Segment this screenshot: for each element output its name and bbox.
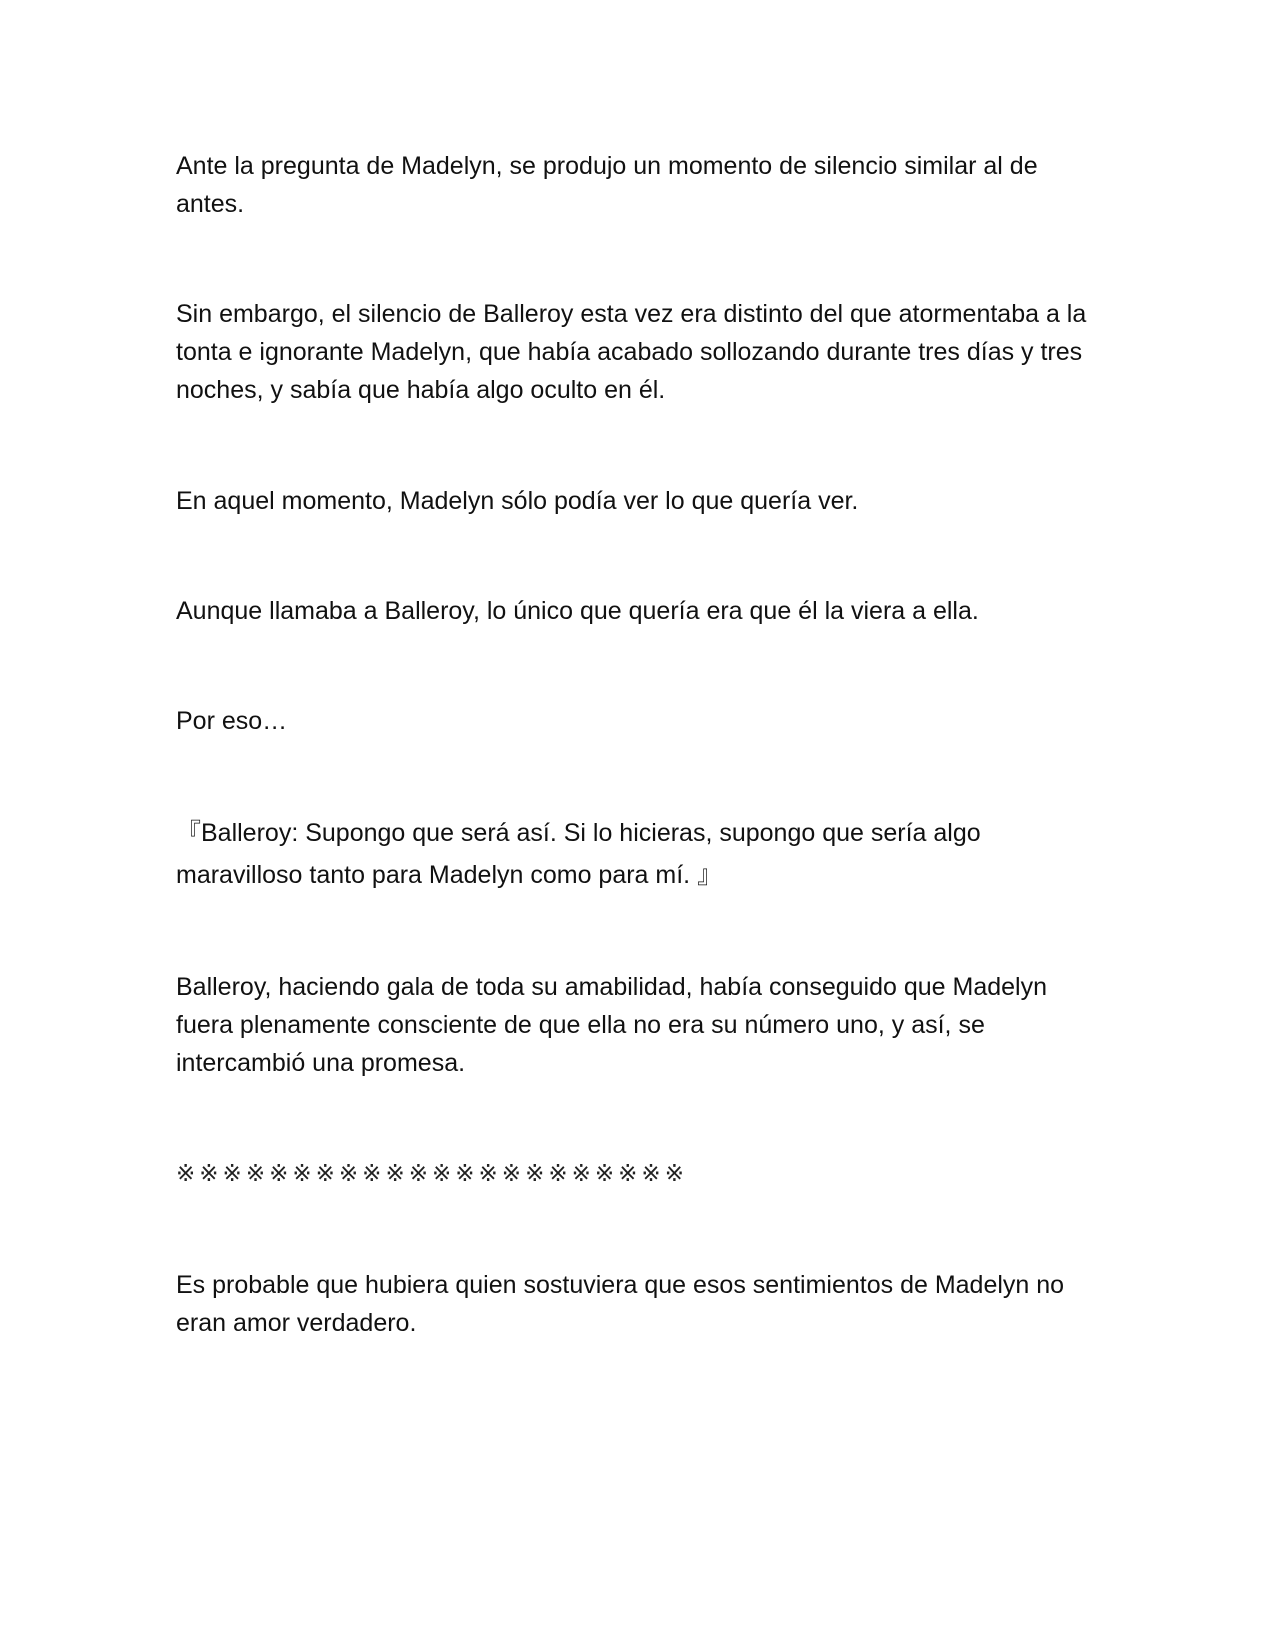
paragraph-3: En aquel momento, Madelyn sólo podía ver lo que quería ver. — [176, 487, 859, 515]
paragraph-2: Sin embargo, el silencio de Balleroy esta vez era distinto del que atormentaba a la tonta e ignorante Madelyn, que había acabado sollozando durante tres días y tres noches, y sabía que había algo oculto en él. — [176, 300, 1094, 404]
paragraph-9: Es probable que hubiera quien sostuviera que esos sentimientos de Madelyn no eran amor verdadero. — [176, 1271, 1072, 1337]
scene-break-separator: ※※※※※※※※※※※※※※※※※※※※※※ — [176, 1161, 688, 1187]
paragraph-1: Ante la pregunta de Madelyn, se produjo un momento de silencio similar al de antes. — [176, 152, 1045, 218]
paragraph-5: Por eso… — [176, 707, 288, 735]
paragraph-7: Balleroy, haciendo gala de toda su amabilidad, había conseguido que Madelyn fuera plenamente consciente de que ella no era su número uno, y así, se intercambió una promesa. — [176, 973, 1054, 1077]
dialogue-quote: 『Balleroy: Supongo que será así. Si lo hicieras, supongo que sería algo maravilloso tanto para Madelyn como para mí. 』 — [176, 819, 988, 889]
paragraph-4: Aunque llamaba a Balleroy, lo único que quería era que él la viera a ella. — [176, 597, 979, 625]
